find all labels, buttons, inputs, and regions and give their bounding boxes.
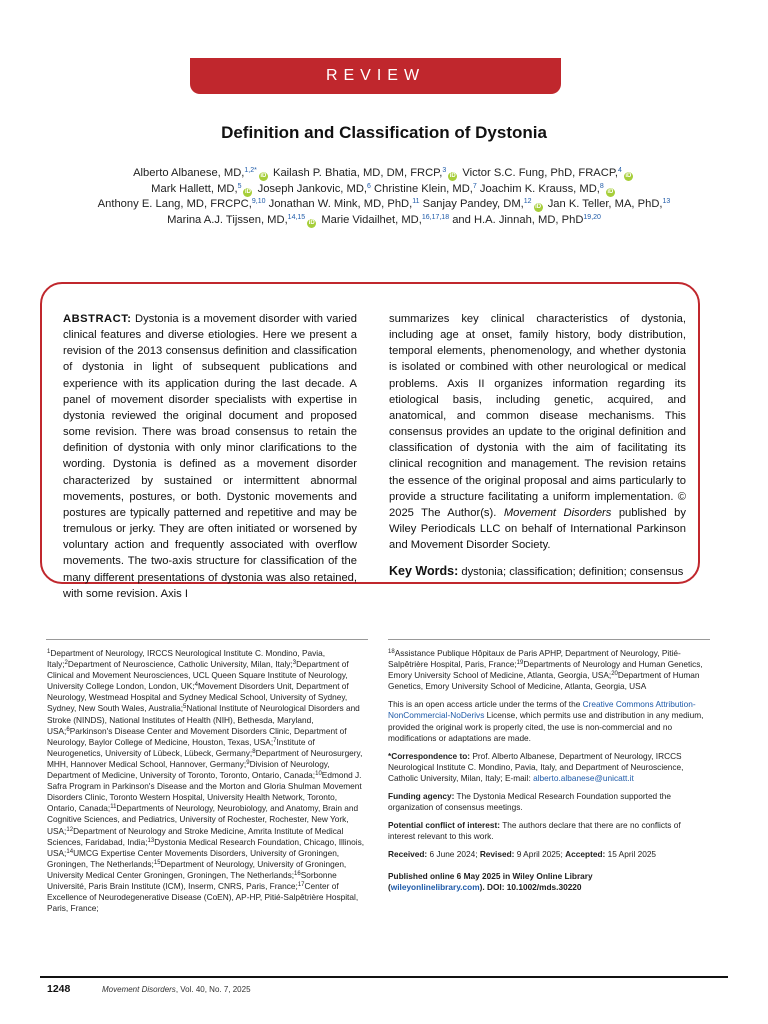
revised-label: Revised: [479,849,515,860]
affiliation-number: 7 [273,737,277,744]
doi-text: ). DOI: 10.1002/mds.30220 [479,881,582,892]
affiliation-number: 10 [315,771,322,778]
affiliation-text: Dystonia Medical Research Foundation, Chicago, Illinois, USA; [47,836,365,858]
orcid-icon[interactable]: iD [535,204,542,211]
author-name: Joseph Jankovic, MD, [257,182,368,195]
affiliations-right [388,648,710,692]
keywords-list: dystonia; classification; definition; consensus [461,566,684,579]
license-text: This is an open access article under the terms of the [388,699,581,710]
received-date: 6 June 2024; [429,849,478,860]
author-affiliation-ref[interactable]: 7 [472,182,477,190]
author-name: Christine Klein, MD, [374,182,473,195]
author-name: Marie Vidailhet, MD, [321,213,422,226]
funding-label: Funding agency: [388,791,455,802]
orcid-icon[interactable]: iD [625,173,632,179]
affiliation-text: Department of Neurology, University of Groningen, University Medical Center Groningen, Groningen, The Netherlands; [47,858,347,880]
author-affiliation-ref[interactable]: 12 [523,198,532,206]
author-affiliation-ref[interactable]: 16,17,18 [421,213,450,221]
affiliation-text: Department of Neurosurgery, MHH, Hannover Medical School, Hannover, Germany; [47,747,363,769]
received-label: Received: [388,849,428,860]
author-affiliation-ref[interactable]: 14,15 [287,213,306,221]
orcid-icon[interactable]: iD [260,173,267,179]
keywords [389,563,686,580]
page-number: 1248 [47,983,71,995]
author-name: Jonathan W. Mink, MD, PhD, [268,198,413,211]
affiliation-text: National Institute of Neurological Disorders and Stroke (NINDS), National Institutes of Health (NIH), Bethesda, Maryland, USA; [47,703,360,736]
author-name: Kailash P. Bhatia, MD, DM, FRCP, [272,167,443,179]
affiliation-number: 14 [66,848,74,855]
affiliation-number: 5 [183,704,187,711]
author-name: Mark Hallett, MD, [151,182,238,195]
affiliation-number: 19 [516,660,524,667]
author-name: Alberto Albanese, MD, [133,167,245,179]
affiliation-number: 1 [47,649,51,655]
author-affiliation-ref[interactable]: 6 [367,182,371,190]
affiliation-text: Movement Disorders Unit, Department of Neurology, Westmead Hospital and Sydney Medical School, University of Sydney, Sydney, New South Wales, Australia; [47,681,349,714]
publication-note: Published online 6 May 2025 in Wiley Online Library (wileyonlinelibrary.com). DOI: 10.1002/mds.30220 [388,870,593,892]
author-name: Victor S.C. Fung, PhD, FRACP, [462,167,618,179]
affiliation-text: Sorbonne Université, Paris Brain Institute (ICM), Inserm, CNRS, Paris, France; [47,869,337,891]
affiliation-text: UMCG Expertise Center Movements Disorders, University of Groningen, Groningen, The Netherlands; [47,847,340,869]
wiley-online-link[interactable]: wileyonlinelibrary.com [390,881,480,892]
correspondence-note [388,751,710,784]
author-affiliation-ref[interactable]: 5 [237,182,242,190]
article-type-banner: REVIEW [190,58,561,94]
abstract-column-right [389,311,686,581]
license-note [388,699,710,743]
affiliation-number: 18 [388,649,395,655]
journal-citation [102,985,251,994]
affiliation-number: 16 [294,870,301,877]
footer-rule [40,976,728,978]
funding-text: The Dystonia Medical Research Foundation supported the organization of consensus meetings. [388,791,672,813]
affiliation-text: Parkinson's Disease Center and Movement Disorders Clinic, Department of Neurology, Baylor College of Medicine, Houston, Texas, USA; [47,725,347,747]
affiliation-text: Department of Neurology and Stroke Medicine, Amrita Institute of Medical Sciences, Faridabad, India; [47,825,344,847]
affiliation-number: 2 [64,660,68,667]
journal-name: Movement Disorders [102,985,176,994]
accepted-date: 15 April 2025 [607,849,657,860]
affiliation-text: Division of Neurology, Department of Medicine, University of Toronto, Toronto, Ontario, Canada; [47,758,330,781]
affiliation-number: 8 [252,748,256,755]
affiliation-number: 11 [110,804,117,811]
published-line: Published online 6 May 2025 in Wiley Online Library [388,870,593,881]
author-affiliation-ref[interactable]: 19,20 [583,213,601,221]
revised-date: 9 April 2025; [516,849,563,860]
article-notes [388,648,710,900]
author-name: Anthony E. Lang, MD, FRCPC, [97,198,252,211]
correspondence-text: Prof. Alberto Albanese, Department of Neurology, IRCCS Neurological Institute C. Mondino, Pavia, Italy, and Department of Neuroscience, Catholic University, Milan, Italy; E-mail: [388,750,684,783]
author-name: Sanjay Pandey, DM, [422,198,524,211]
article-title: Definition and Classification of Dystonia [221,123,547,142]
abstract-text-left: Dystonia is a movement disorder with varied clinical features and diverse etiologies. Here we present a revision of the 2013 consensus definition and classification of dystonia in light of subsequent publications and experience with its application during the last decade. A panel of movement disorder specialists with expertise in dystonia reviewed the original document and proposed some revision. There was broad consensus to retain the definition of dystonia with only minor clarifications to the wording. Dystonia is defined as a movement disorder characterized by sustained or intermittent abnormal movements, postures, or both. Dystonic movements and postures are typically patterned and repetitive and may be tremulous or jerky. They are often initiated or worsened by voluntary action and frequently associated with overflow movements. The two-axis structure for classification of the many different presentations of dystonia was also retained, with some revision. Axis I [63,313,358,600]
affiliation-text: Department of Clinical and Movement Neurosciences, UCL Queen Square Institute of Neurology, University College London, London, UK; [47,659,349,692]
affiliation-number: 3 [292,660,297,667]
footnote-rule-left [46,639,368,640]
author-affiliation-ref[interactable]: 3 [442,167,447,174]
abstract-heading: ABSTRACT: [63,313,132,325]
affiliation-text: Institute of Neurogenetics, University of Lübeck, Lübeck, Germany; [47,736,315,758]
dates-note [388,849,710,860]
affiliation-text: Departments of Neurology, Neurobiology, and Anatomy, Brain and Cognitive Sciences, and Pediatrics, University of Rochester, Rochester, New York, USA; [47,803,359,836]
journal-issue: , Vol. 40, No. 7, 2025 [175,985,251,994]
keywords-heading: Key Words: [389,564,459,579]
affiliation-text: Department of Neurology, IRCCS Neurological Institute C. Mondino, Pavia, Italy; [47,648,326,670]
affiliation-text: Center of Excellence of Neurodegenerative Disease (CoEN), AP-HP, Pitié-Salpêtrière Hospital, Paris, France; [47,880,359,914]
license-link[interactable]: Creative Commons Attribution-NonCommercial-NoDerivs [388,699,696,721]
author-affiliation-ref[interactable]: 1,2* [244,167,257,174]
footnote-rule-right [388,639,710,640]
funding-note [388,791,710,813]
conflict-note [388,820,710,842]
affiliation-number: 20 [611,671,618,678]
author-affiliation-ref[interactable]: 8 [599,182,604,190]
author-affiliation-ref[interactable]: 13 [662,198,671,206]
author-affiliation-ref[interactable]: 4 [617,167,622,174]
affiliation-number: 6 [66,726,70,733]
affiliation-number: 9 [246,759,250,766]
affiliation-text: Departments of Neurology and Human Genetics, Emory University School of Medicine, Atlanta, Georgia, USA; [388,659,703,681]
orcid-icon[interactable]: iD [244,188,251,195]
correspondence-email-link[interactable]: alberto.albanese@unicatt.it [533,772,634,783]
orcid-icon[interactable]: iD [308,219,315,226]
orcid-icon[interactable]: iD [607,188,614,195]
author-list [40,166,728,228]
affiliation-number: 13 [147,837,155,844]
affiliation-number: 4 [194,682,198,689]
abstract-column-left [63,311,357,602]
affiliation-text: Department of Neuroscience, Catholic University, Milan, Italy; [67,659,293,670]
author-name: Jan K. Teller, MA, PhD, [547,198,663,211]
correspondence-label: *Correspondence to: [388,750,471,761]
author-name: Joachim K. Krauss, MD, [479,182,600,195]
accepted-label: Accepted: [565,849,606,860]
author-name: Marina A.J. Tijssen, MD, [167,213,288,226]
affiliation-number: 17 [297,881,305,888]
abstract-text-right: summarizes key clinical characteristics of dystonia, including age at onset, family history, body distribution, temporal elements, phenomenology, and whether dystonia is isolated or combined with other neurological or medical problems. Axis II organizes information regarding its etiological basis, including genetic, acquired, and anatomical, and common disease mechanisms. This consensus provides an update to the original definition and classification of dystonia with the aim of facilitating its clinical recognition and management. The revision retains the essence of the original proposal and aims particularly to provide a structure facilitating a uniform implementation. © 2025 The Author(s). [389,313,686,519]
affiliation-text: Edmond J. Safra Program in Parkinson's Disease and the Morton and Gloria Shulman Movement Disorders Clinic, Toronto Western Hospital, University Health Network, Toronto, Ontario, Canada; [47,770,362,814]
conflict-text: The authors declare that there are no conflicts of interest relevant to this work. [388,820,681,842]
affiliation-text: Department of Human Genetics, Emory University School of Medicine, Atlanta, Georgia, USA [388,670,700,692]
author-affiliation-ref[interactable]: 11 [412,198,420,206]
author-affiliation-ref[interactable]: 9,10 [251,198,266,206]
affiliation-text: Assistance Publique Hôpitaux de Paris APHP, Department of Neurology, Pitié-Salpêtrière Hospital, Paris, France; [388,648,681,670]
affiliation-number: 15 [153,859,161,866]
affiliation-number: 12 [66,826,74,833]
abstract-text-right-tail: published by Wiley Periodicals LLC on behalf of International Parkinson and Movement Disorder Society. [389,506,686,552]
orcid-icon[interactable]: iD [449,173,456,179]
license-text-tail: License, which permits use and distribution in any medium, provided the original work is properly cited, the use is non-commercial and no modifications or adaptations are made. [388,710,704,743]
affiliations-left [47,648,365,914]
author-name: and H.A. Jinnah, MD, PhD [452,213,584,226]
journal-name-italic: Movement Disorders [503,506,612,519]
conflict-label: Potential conflict of interest: [388,820,501,831]
